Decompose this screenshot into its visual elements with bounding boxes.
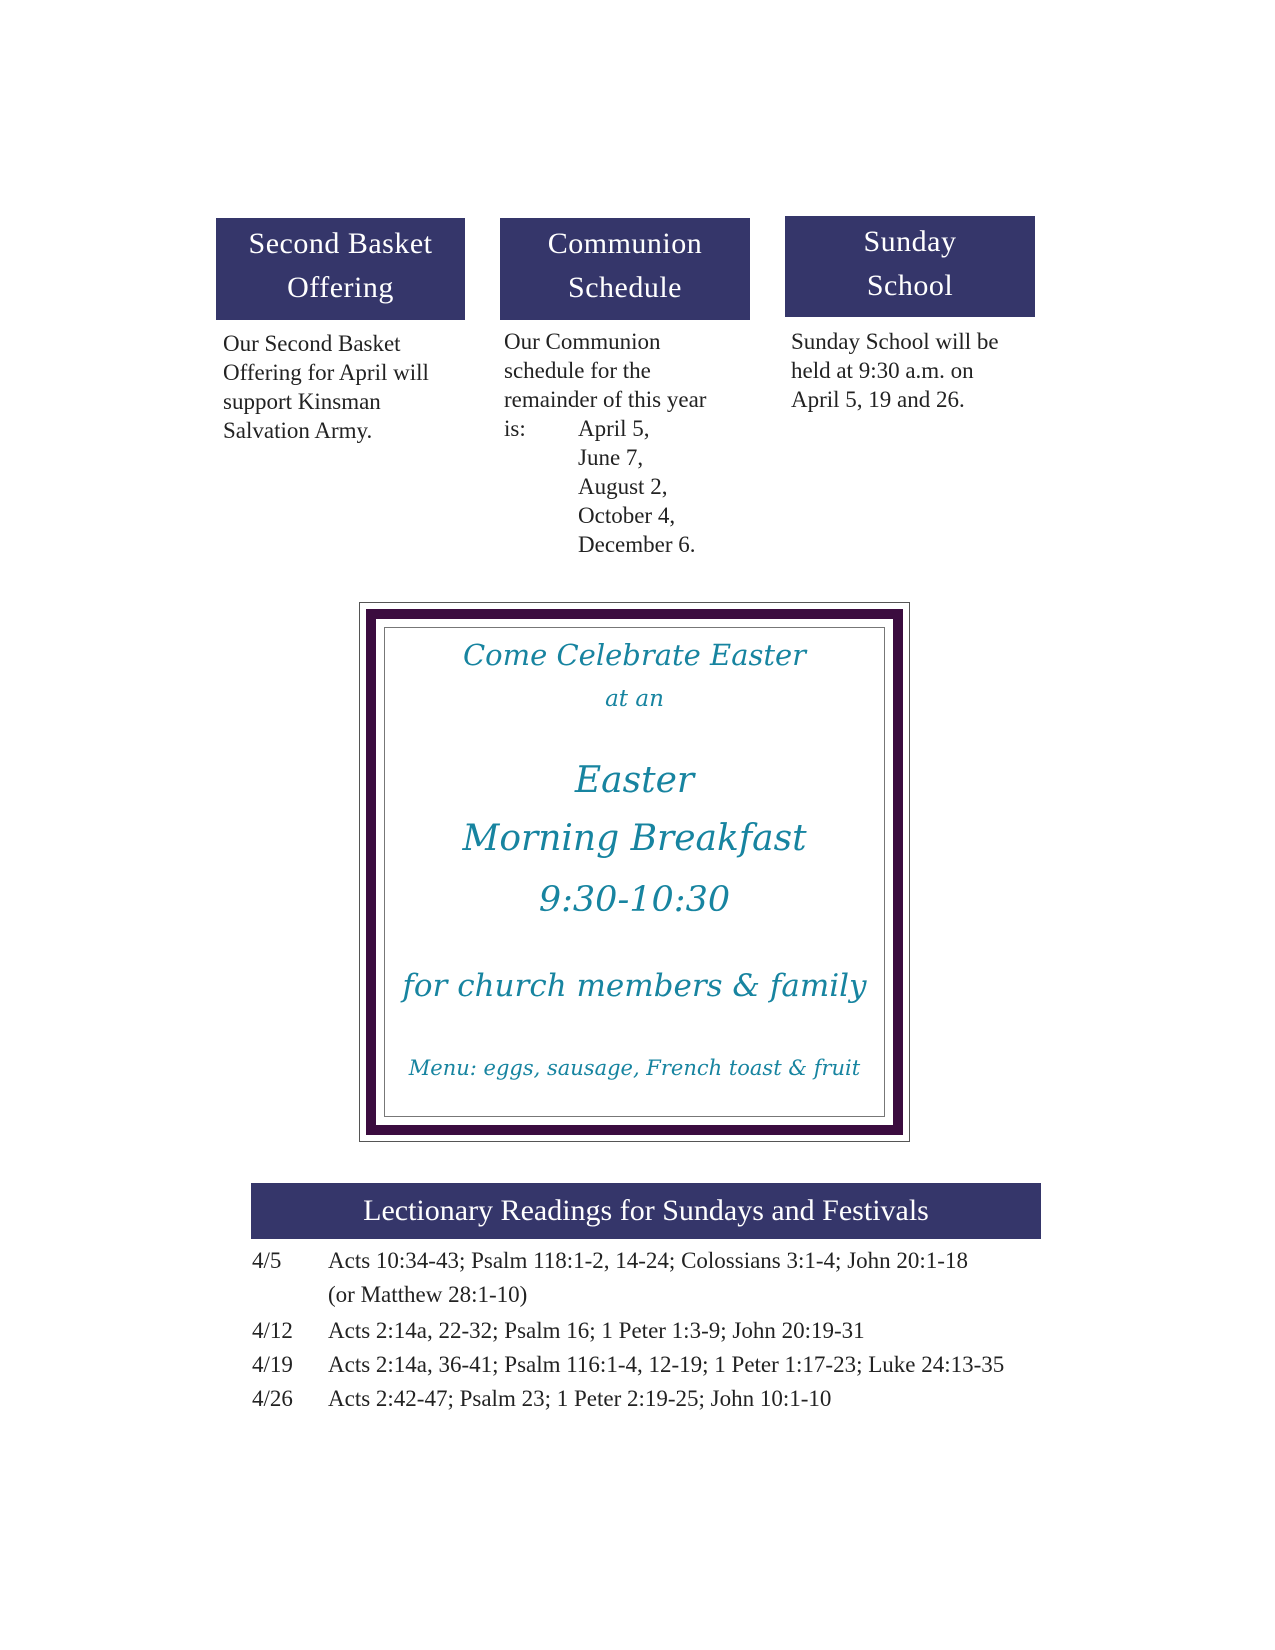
communion-title-line1: Communion	[547, 227, 703, 260]
flyer-border-frame	[366, 609, 903, 1135]
flyer-event-easter: Easter	[574, 760, 695, 801]
flyer-at-an: at an	[605, 686, 664, 712]
flyer-heading: Come Celebrate Easter	[462, 638, 807, 672]
communion-date: August 2,	[578, 474, 668, 499]
basket-offering-text-line1: Our Second Basket	[223, 331, 401, 356]
basket-offering-body	[223, 329, 468, 445]
reading-passages	[328, 1244, 1088, 1312]
reading-date: 4/19	[252, 1352, 293, 1377]
communion-dates-list	[578, 414, 758, 559]
reading-passages	[328, 1314, 1088, 1348]
reading-passages	[328, 1382, 1088, 1416]
reading-passage-line: Acts 2:14a, 36-41; Psalm 116:1-4, 12-19; 1 Peter 1:17-23; Luke 24:13-35	[328, 1352, 1005, 1377]
communion-schedule-header	[500, 218, 750, 320]
sunday-school-text-line2: held at 9:30 a.m. on	[791, 358, 974, 383]
communion-text-line3: remainder of this year	[504, 387, 707, 412]
reading-passages	[328, 1348, 1088, 1382]
communion-text-line2: schedule for the	[504, 358, 651, 383]
communion-date: April 5,	[578, 416, 650, 441]
basket-offering-text-line2: Offering for April will	[223, 360, 429, 385]
basket-offering-text-line3: support Kinsman	[223, 389, 381, 414]
communion-text-line4: is:	[504, 416, 526, 441]
communion-text-line1: Our Communion	[504, 329, 661, 354]
basket-offering-title-line1: Second Basket	[248, 227, 433, 260]
sunday-school-title-line1: Sunday	[863, 225, 957, 258]
flyer-audience: for church members & family	[402, 968, 867, 1004]
communion-date: October 4,	[578, 503, 676, 528]
sunday-school-text-line1: Sunday School will be	[791, 329, 999, 354]
sunday-school-header	[785, 216, 1035, 317]
reading-date: 4/26	[252, 1386, 293, 1411]
basket-offering-header	[216, 218, 465, 320]
sunday-school-text-line3: April 5, 19 and 26.	[791, 387, 965, 412]
flyer-event-breakfast: Morning Breakfast	[462, 818, 807, 859]
reading-passage-line: Acts 2:42-47; Psalm 23; 1 Peter 2:19-25; John 10:1-10	[328, 1386, 832, 1411]
communion-date: June 7,	[578, 445, 644, 470]
easter-breakfast-flyer	[359, 602, 910, 1142]
flyer-menu: Menu: eggs, sausage, French toast & fruit	[408, 1056, 861, 1080]
lectionary-header: Lectionary Readings for Sundays and Festivals	[251, 1183, 1041, 1239]
reading-passage-line: Acts 2:14a, 22-32; Psalm 16; 1 Peter 1:3-9; John 20:19-31	[328, 1318, 865, 1343]
flyer-event-time: 9:30-10:30	[538, 880, 731, 920]
basket-offering-text-line4: Salvation Army.	[223, 418, 373, 443]
sunday-school-body	[791, 327, 1051, 414]
sunday-school-title-line2: School	[866, 269, 954, 302]
reading-date: 4/5	[252, 1248, 282, 1273]
basket-offering-title-line2: Offering	[287, 271, 394, 304]
communion-date: December 6.	[578, 532, 696, 557]
reading-date: 4/12	[252, 1318, 293, 1343]
reading-passage-line: Acts 10:34-43; Psalm 118:1-2, 14-24; Colossians 3:1-4; John 20:1-18	[328, 1248, 968, 1273]
flyer-inner-border	[384, 627, 885, 1117]
communion-title-line2: Schedule	[568, 271, 682, 304]
reading-passage-line: (or Matthew 28:1-10)	[328, 1282, 528, 1307]
